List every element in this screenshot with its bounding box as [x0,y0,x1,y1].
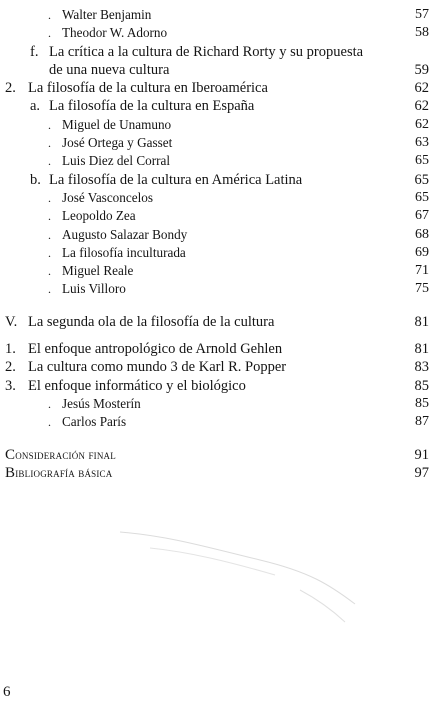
toc-entry-title: El enfoque informático y el biológico [28,377,246,394]
toc-entry-page: 65 [414,171,429,188]
toc-entry-page: 62 [415,116,429,132]
toc-entry-page: 58 [415,25,429,41]
toc-entry-number: . [48,227,51,242]
toc-entry-title: José Vasconcelos [62,189,153,205]
toc-entry-page: 87 [415,414,429,430]
toc-entry-page: 65 [415,153,429,169]
toc-entry-title: La filosofía de la cultura en España [49,98,255,115]
toc-entry-number: . [48,136,51,151]
toc-entry-number: . [48,245,51,260]
toc-entry-number: . [48,8,51,22]
toc-entry-title: La segunda ola de la filosofía de la cultura [28,313,275,330]
toc-entry-page: 75 [415,281,429,297]
toc-entry-title: La filosofía inculturada [62,244,186,260]
toc-entry-title: La filosofía de la cultura en América Latina [49,171,303,188]
toc-entry-number: . [48,415,51,430]
toc-entry-page: 57 [415,7,429,22]
toc-entry-number: a. [30,98,41,115]
toc-entry-page: 62 [414,98,429,115]
toc-entry-number: . [48,282,51,297]
toc-entry-number: . [48,117,51,132]
toc-entry-title: Miguel de Unamuno [62,116,172,132]
toc-entry-page: 69 [415,244,429,260]
toc-entry-number: . [48,26,51,41]
toc-entry-number: f. [30,43,39,60]
toc-entry-number: 1. [5,341,16,358]
toc-entry-page: 71 [415,263,429,279]
toc-entry-title: La cultura como mundo 3 de Karl R. Popper [28,359,287,376]
toc-entry-number: 2. [5,80,16,97]
toc-entry-number: . [48,396,51,411]
toc-entry-number: . [48,209,51,224]
toc-entry-number: 3. [5,377,16,394]
toc-entry-page: 85 [415,395,429,411]
toc-entry-page: 65 [415,189,429,205]
toc-entry-title: Bibliografía básica [5,464,113,481]
toc-entry-page: 67 [415,208,429,224]
toc-entry-title: Augusto Salazar Bondy [62,226,188,242]
toc-entry-number: V. [5,313,18,330]
toc-entry-page: 62 [414,80,429,97]
toc-entry-title: El enfoque antropológico de Arnold Gehlen [28,341,283,358]
toc-entry-title: de una nueva cultura [49,61,170,78]
toc-entry-title: José Ortega y Gasset [62,135,173,151]
toc-entry-page: 63 [415,135,429,151]
toc-entry-page: 91 [414,446,429,463]
toc-entry-number: . [48,264,51,279]
toc-entry-number: 2. [5,359,16,376]
toc-entry-page: 59 [414,61,429,78]
toc-entry-page: 68 [415,226,429,242]
toc-entry-page: 83 [414,359,429,376]
toc-entry-page: 81 [414,313,429,330]
toc-entry-title: Luis Diez del Corral [62,153,171,169]
toc-entry-number: . [48,190,51,205]
toc-entry-title: Leopoldo Zea [62,208,136,224]
toc-entry-title: Carlos París [62,414,127,430]
toc-entry-page: 85 [414,377,429,394]
toc-entry-title: La filosofía de la cultura en Iberoamérica [28,80,268,97]
toc-entry-title: Consideración final [5,446,116,463]
toc-entry-page: 97 [414,464,429,481]
page-number: 6 [3,684,11,700]
toc-entry-title: Luis Villoro [62,281,126,297]
toc-entry-title: Theodor W. Adorno [62,25,168,41]
toc-entry-title: Walter Benjamin [62,7,152,22]
toc-entry-page: 81 [414,341,429,358]
toc-entry-number: b. [30,171,41,188]
toc-entry-title: Miguel Reale [62,263,134,279]
toc-entry-title: La crítica a la cultura de Richard Rorty y su propuesta [49,43,364,60]
toc-entry-number: . [48,154,51,169]
toc-entry-title: Jesús Mosterín [62,395,141,411]
